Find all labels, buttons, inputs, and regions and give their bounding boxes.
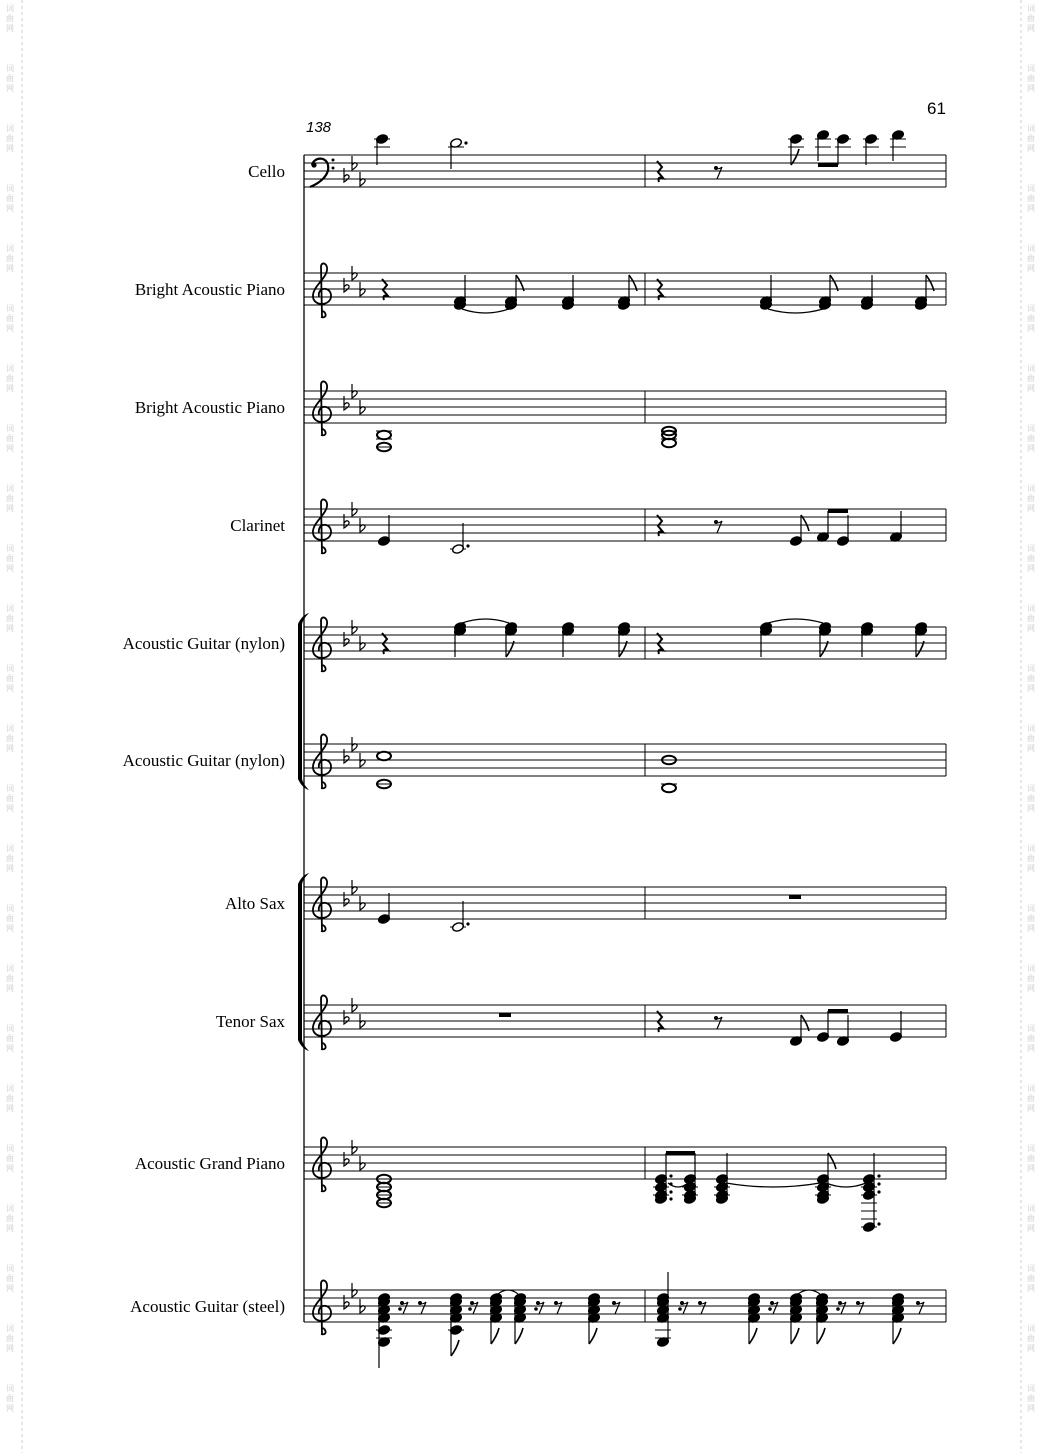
watermark-glyphs: 词 曲 网 [1027, 1264, 1035, 1293]
flat-sign [344, 514, 349, 528]
whole-rest [789, 895, 801, 899]
watermark-glyphs: 词 曲 网 [1027, 244, 1035, 273]
watermark-glyphs: 词 曲 网 [1027, 484, 1035, 513]
flat-sign [344, 1010, 349, 1024]
watermark-glyphs: 词 曲 网 [6, 1324, 14, 1353]
treble-clef [313, 995, 331, 1049]
flat-sign [344, 749, 349, 763]
watermark-glyphs: 词 曲 网 [1027, 124, 1035, 153]
note-flag [893, 1328, 901, 1344]
flat-sign [344, 1295, 349, 1309]
tie [798, 1290, 820, 1294]
watermark-glyphs: 词 曲 网 [1027, 724, 1035, 753]
watermark-glyphs: 词 曲 网 [1027, 604, 1035, 633]
note-flag [491, 1328, 499, 1344]
treble-clef [313, 381, 331, 435]
note-flag [817, 1328, 825, 1344]
staff-bright-piano-1 [304, 263, 946, 317]
tie [768, 619, 823, 623]
staff-nylon-guitar-2 [304, 734, 946, 792]
tie [462, 309, 509, 313]
watermark-glyphs: 词 曲 网 [6, 424, 14, 453]
watermark-glyphs: 词 曲 网 [6, 484, 14, 513]
instrument-label-grand-piano: Acoustic Grand Piano [134, 1154, 285, 1173]
watermark-glyphs: 词 曲 网 [6, 544, 14, 573]
dot [877, 1182, 880, 1185]
flat-sign [344, 892, 349, 906]
watermark-glyphs: 词 曲 网 [1027, 4, 1035, 33]
watermark-glyphs: 词 曲 网 [6, 664, 14, 693]
staff-alto-sax [304, 877, 946, 932]
watermark-glyphs: 词 曲 网 [6, 364, 14, 393]
treble-clef [313, 1137, 331, 1191]
watermark-glyphs: 词 曲 网 [6, 784, 14, 813]
watermark-glyphs: 词 曲 网 [1027, 64, 1035, 93]
instrument-label-clarinet: Clarinet [230, 516, 285, 535]
treble-clef [313, 877, 331, 931]
note-flag [589, 1328, 597, 1344]
staff-tenor-sax [304, 995, 946, 1049]
staff-bright-piano-2 [304, 381, 946, 451]
watermark-glyphs: 词 曲 网 [6, 304, 14, 333]
flat-sign [344, 168, 349, 182]
watermark-glyphs: 词 曲 网 [1027, 424, 1035, 453]
instrument-label-bright-piano-2: Bright Acoustic Piano [134, 398, 285, 417]
watermark-glyphs: 词 曲 网 [1027, 664, 1035, 693]
watermark-glyphs: 词 曲 网 [6, 244, 14, 273]
treble-clef [313, 499, 331, 553]
watermark-glyphs: 词 曲 网 [6, 1084, 14, 1113]
whole-note-head [662, 784, 676, 792]
watermark-glyphs: 词 曲 网 [1027, 784, 1035, 813]
beam [828, 509, 848, 513]
watermark-glyphs: 词 曲 网 [1027, 1084, 1035, 1113]
beam [818, 163, 838, 167]
flat-sign [344, 278, 349, 292]
treble-clef [313, 1280, 331, 1334]
watermark-glyphs: 词 曲 网 [6, 964, 14, 993]
staff-steel-guitar [304, 1272, 946, 1368]
measure-number: 138 [306, 119, 332, 136]
dot [466, 922, 469, 925]
note-flag [451, 1340, 459, 1356]
dot [669, 1174, 672, 1177]
watermark-glyphs: 词 曲 网 [1027, 1384, 1035, 1413]
instrument-label-cello: Cello [248, 162, 285, 181]
watermark-glyphs: 词 曲 网 [1027, 304, 1035, 333]
page-number: 61 [927, 99, 946, 118]
watermark-glyphs: 词 曲 网 [1027, 544, 1035, 573]
staff-clarinet [304, 499, 946, 554]
note-flag [749, 1328, 757, 1344]
instrument-label-alto-sax: Alto Sax [225, 894, 285, 913]
watermark-glyphs: 词 曲 网 [6, 724, 14, 753]
tie [498, 1290, 518, 1294]
staff-nylon-guitar-1 [304, 617, 946, 671]
dot [464, 141, 467, 144]
watermark-glyphs: 词 曲 网 [1027, 1024, 1035, 1053]
dot [669, 1190, 672, 1193]
dot [466, 544, 469, 547]
staff-grand-piano [304, 1137, 946, 1232]
flat-sign [344, 396, 349, 410]
watermark-glyphs: 词 曲 网 [6, 1264, 14, 1293]
watermark-glyphs: 词 曲 网 [1027, 364, 1035, 393]
instrument-label-nylon-guitar-2: Acoustic Guitar (nylon) [122, 751, 285, 770]
watermark-glyphs: 词 曲 网 [1027, 1144, 1035, 1173]
watermark-glyphs: 词 曲 网 [6, 1204, 14, 1233]
watermark-glyphs: 词 曲 网 [6, 124, 14, 153]
watermark-glyphs: 词 曲 网 [6, 844, 14, 873]
watermark-glyphs: 词 曲 网 [6, 604, 14, 633]
watermark-glyphs: 词 曲 网 [1027, 844, 1035, 873]
instrument-label-bright-piano-1: Bright Acoustic Piano [134, 280, 285, 299]
whole-note-head [377, 431, 391, 439]
tie [768, 309, 823, 313]
staff-cello [304, 130, 946, 187]
flat-sign [344, 1152, 349, 1166]
whole-rest [499, 1013, 511, 1017]
watermark-glyphs: 词 曲 网 [1027, 1324, 1035, 1353]
watermark-glyphs: 词 曲 网 [6, 4, 14, 33]
watermark-glyphs: 词 曲 网 [6, 184, 14, 213]
tie [826, 1183, 866, 1187]
instrument-label-tenor-sax: Tenor Sax [215, 1012, 285, 1031]
treble-clef [313, 734, 331, 788]
instrument-label-steel-guitar: Acoustic Guitar (steel) [130, 1297, 285, 1316]
flat-sign [344, 632, 349, 646]
dot [669, 1197, 672, 1200]
watermark-glyphs: 词 曲 网 [6, 1144, 14, 1173]
treble-clef [313, 617, 331, 671]
watermark-glyphs: 词 曲 网 [6, 904, 14, 933]
watermark-glyphs: 词 曲 网 [6, 1024, 14, 1053]
tie [726, 1183, 820, 1187]
note-flag [791, 1328, 799, 1344]
watermark-glyphs: 词 曲 网 [1027, 1204, 1035, 1233]
watermark-glyphs: 词 曲 网 [1027, 964, 1035, 993]
dot [877, 1190, 880, 1193]
whole-note-head [377, 752, 391, 760]
treble-clef [313, 263, 331, 317]
note-flag [515, 1328, 523, 1344]
watermark-glyphs: 词 曲 网 [6, 1384, 14, 1413]
beam [828, 1009, 848, 1013]
watermark-glyphs: 词 曲 网 [1027, 184, 1035, 213]
tie [462, 619, 509, 623]
watermark-glyphs: 词 曲 网 [6, 64, 14, 93]
beam [666, 1151, 695, 1155]
watermark-glyphs: 词 曲 网 [1027, 904, 1035, 933]
dot [877, 1222, 880, 1225]
dot [877, 1174, 880, 1177]
instrument-label-nylon-guitar-1: Acoustic Guitar (nylon) [122, 634, 285, 653]
